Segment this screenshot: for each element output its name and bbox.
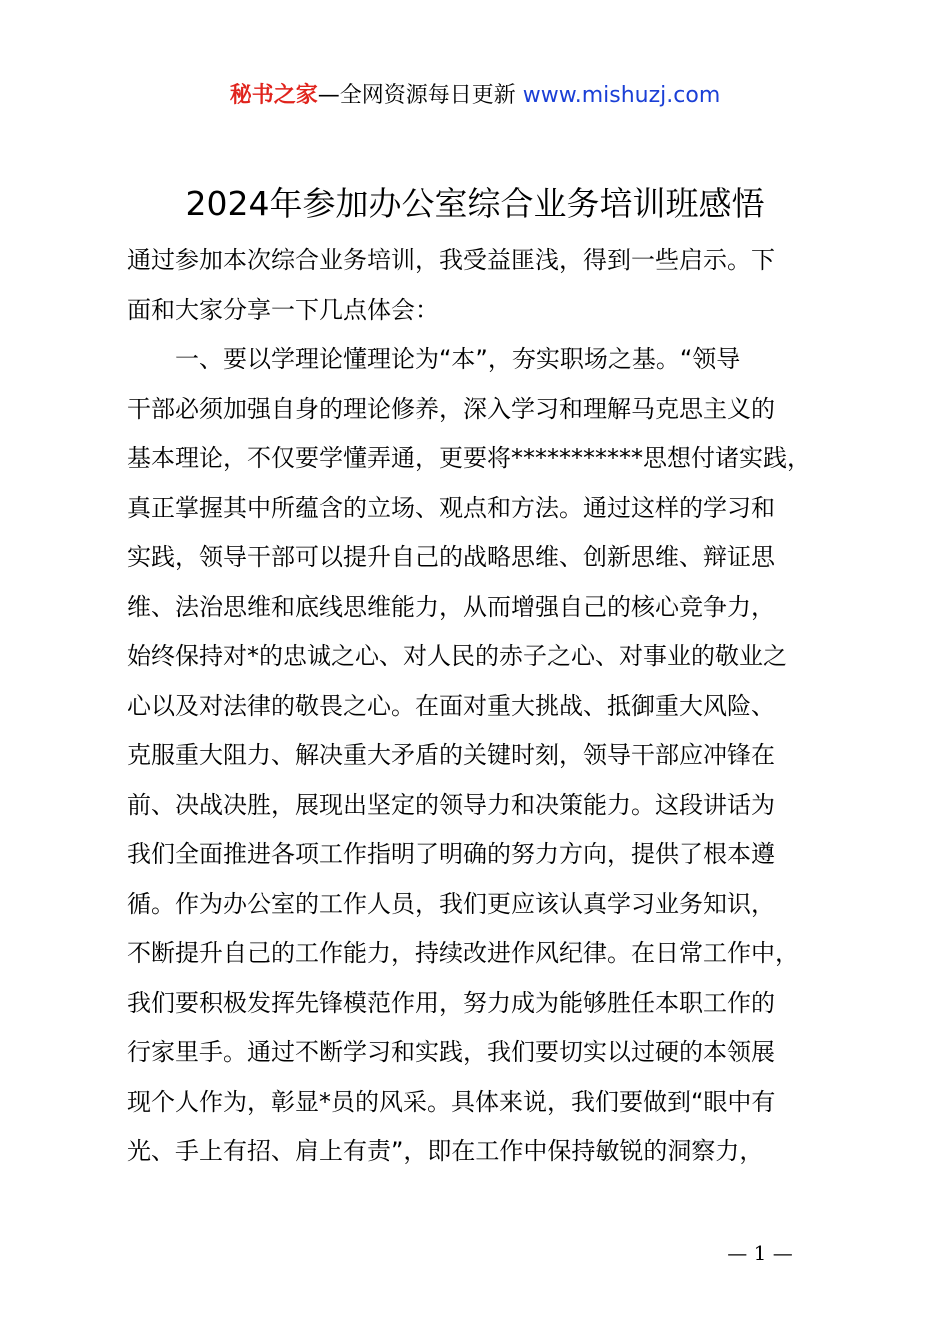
body-line: 维、法治思维和底线思维能力，从而增强自己的核心竞争力， [127,592,775,621]
document-body [127,236,862,1177]
site-tagline: —全网资源每日更新 [317,83,523,108]
body-line: 通过参加本次综合业务培训，我受益匪浅，得到一些启示。下 [127,246,775,274]
body-line: 实践，领导干部可以提升自己的战略思维、创新思维、辩证思 [127,543,775,571]
body-line: 循。作为办公室的工作人员，我们更应该认真学习业务知识， [127,889,775,918]
body-line: 克服重大阻力、解决重大矛盾的关键时刻，领导干部应冲锋在 [127,741,775,769]
body-line: 现个人作为，彰显*员的风采。具体来说，我们要做到“眼中有 [127,1087,776,1116]
body-line: 基本理论，不仅要学懂弄通，更要将***********思想付诸实践， [127,444,811,472]
body-line: 行家里手。通过不断学习和实践，我们要切实以过硬的本领展 [127,1038,775,1066]
body-line: 我们要积极发挥先锋模范作用，努力成为能够胜任本职工作的 [127,988,775,1017]
body-line: 真正掌握其中所蕴含的立场、观点和方法。通过这样的学习和 [127,493,775,522]
site-brand: 秘书之家 [229,83,318,108]
body-line: 光、手上有招、肩上有责”，即在工作中保持敏锐的洞察力， [127,1137,764,1165]
body-line: 不断提升自己的工作能力，持续改进作风纪律。在日常工作中， [127,939,799,967]
body-line: 面和大家分享一下几点体会： [127,295,439,324]
page-number: — 1 — [727,1241,793,1265]
site-url-link[interactable]: www.mishuzj.com [522,83,721,108]
body-line: 我们全面推进各项工作指明了明确的努力方向，提供了根本遵 [127,840,775,868]
body-line: 前、决战决胜，展现出坚定的领导力和决策能力。这段讲话为 [127,790,775,819]
body-line: 心以及对法律的敬畏之心。在面对重大挑战、抵御重大风险、 [127,691,775,720]
body-line: 干部必须加强自身的理论修养，深入学习和理解马克思主义的 [127,394,775,423]
body-line: 始终保持对*的忠诚之心、对人民的赤子之心、对事业的敬业之 [127,642,787,670]
document-title: 2024年参加办公室综合业务培训班感悟 [185,184,765,223]
site-header [0,80,950,112]
body-line: 一、要以学理论懂理论为“本”，夯实职场之基。“领导 [127,345,741,373]
